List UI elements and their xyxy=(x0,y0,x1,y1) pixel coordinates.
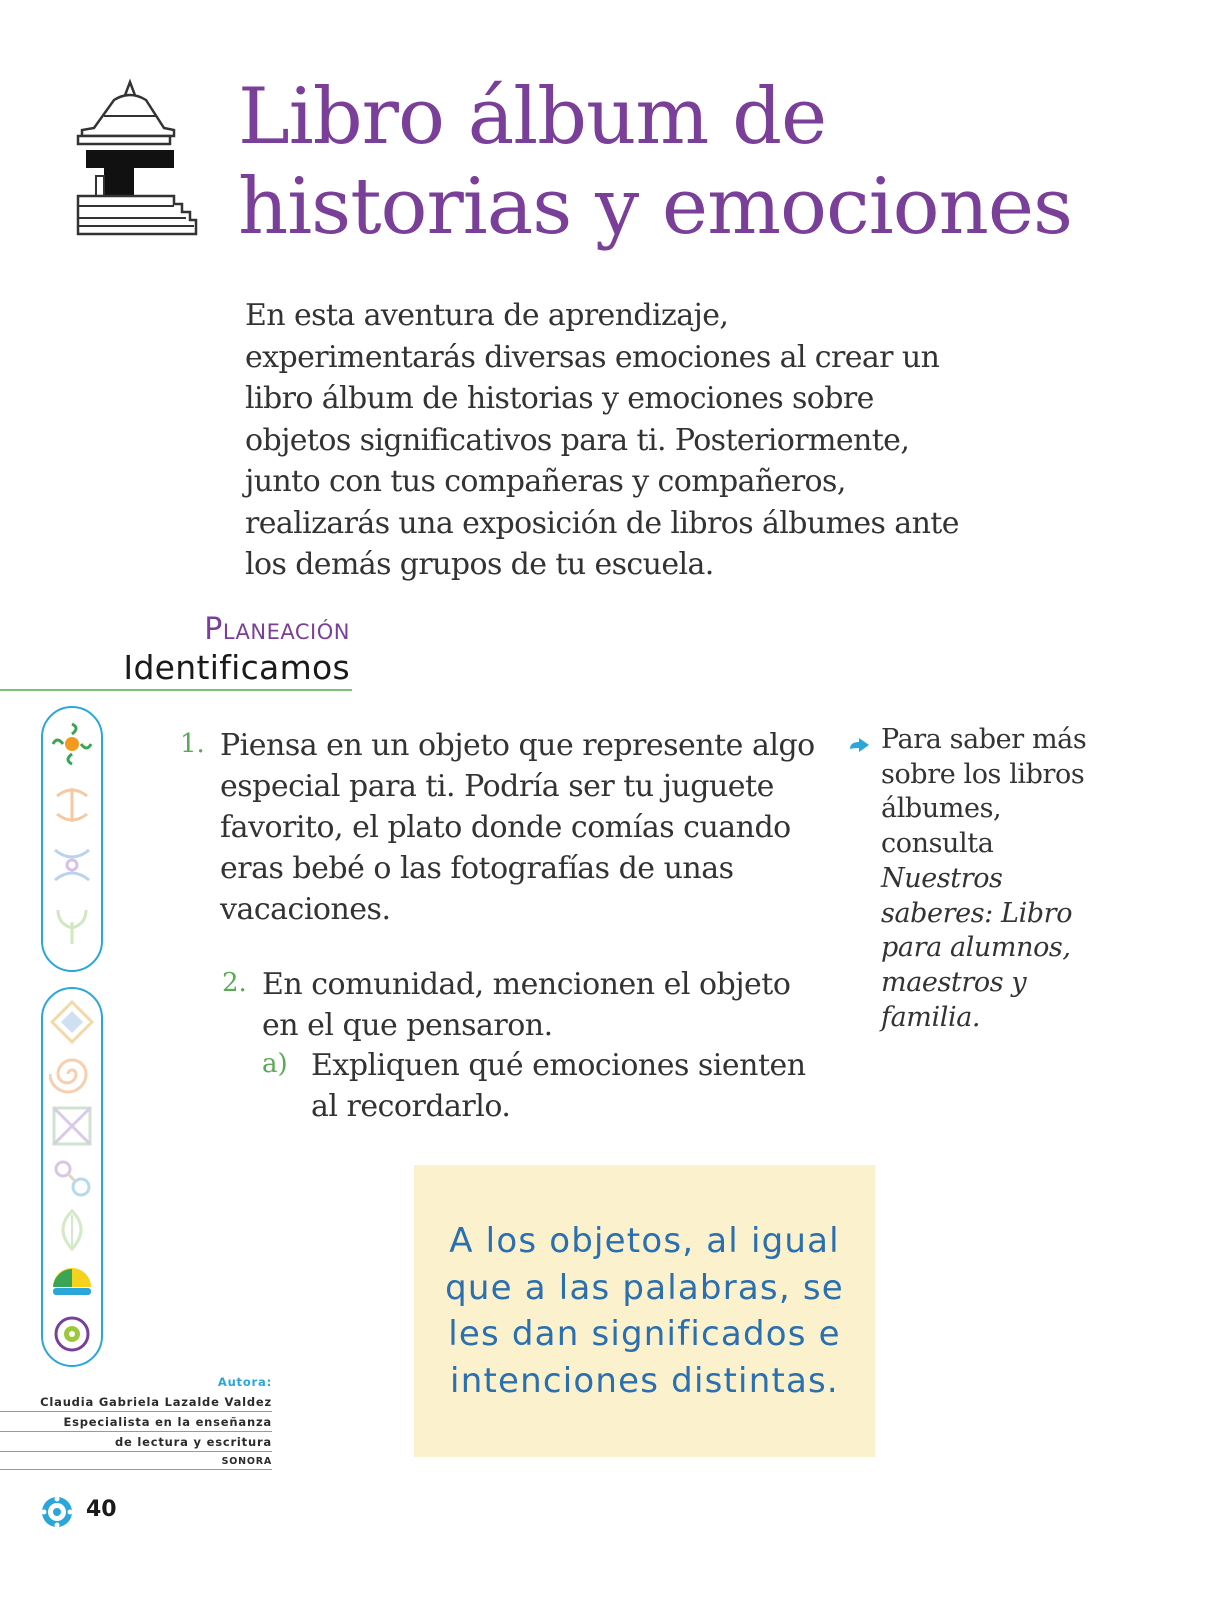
arrow-right-icon xyxy=(849,737,871,753)
key-icon xyxy=(49,1155,95,1201)
author-name: Claudia Gabriela Lazalde Valdez xyxy=(0,1395,272,1412)
author-role: de lectura y escritura xyxy=(0,1435,272,1452)
activity-text: Piensa en un objeto que represente algo especial para ti. Podría ser tu juguete favorito, el plato donde comías cuando eras bebé o las fotografías de unas vacaciones. xyxy=(220,728,815,927)
swirl-icon xyxy=(49,782,95,828)
phase-strip-bottom xyxy=(41,987,103,1367)
figure-icon xyxy=(49,842,95,888)
spiral-flower-icon xyxy=(49,720,95,766)
author-label: Autora: xyxy=(217,1375,272,1389)
leaf-icon xyxy=(49,1207,95,1253)
quote-text: A los objetos, al igual que a las palabras, se les dan significados e intenciones distintas. xyxy=(445,1221,844,1401)
author-role: Especialista en la enseñanza xyxy=(0,1415,272,1432)
sprout-icon xyxy=(49,902,95,948)
page-number: 40 xyxy=(86,1497,117,1522)
spiral-icon xyxy=(49,1051,95,1097)
side-note xyxy=(881,723,1101,1035)
square-pattern-icon xyxy=(49,1103,95,1149)
book-reference: Nuestros saberes: Libro para alumnos, maestros y familia. xyxy=(881,862,1073,1033)
intro-paragraph: En esta aventura de aprendizaje, experimentarás diversas emociones al crear un libro álbum de historias y emociones sobre objetos significativos para ti. Posteriormente, junto con tus compañeras y compañeros, realizarás una exposición de libros álbumes ante los demás grupos de tu escuela. xyxy=(245,298,959,582)
title-line-2: historias y emociones xyxy=(238,162,1073,252)
side-note-text: Para saber más sobre los libros álbumes, consulta xyxy=(881,724,1087,860)
page-ornament-icon xyxy=(40,1495,74,1529)
sun-target-icon xyxy=(49,1311,95,1357)
phase-strip-top xyxy=(41,706,103,972)
fan-icon xyxy=(49,1261,95,1307)
subactivity-text: Expliquen qué emociones sienten al recordarlo. xyxy=(311,1048,806,1124)
page-title xyxy=(238,72,1198,252)
activity-number: 1. xyxy=(180,729,205,759)
section-label: Planeación xyxy=(204,612,350,647)
title-line-1: Libro álbum de xyxy=(238,72,827,162)
diamond-star-icon xyxy=(49,999,95,1045)
author-state: SONORA xyxy=(0,1456,272,1470)
activity-text: En comunidad, mencionen el objeto en el que pensaron. xyxy=(262,967,791,1043)
activity-number: 2. xyxy=(222,968,247,998)
section-divider xyxy=(0,689,352,691)
section-subtitle: Identificamos xyxy=(123,648,350,687)
building-icon xyxy=(74,78,199,238)
subactivity-letter: a) xyxy=(262,1049,288,1079)
